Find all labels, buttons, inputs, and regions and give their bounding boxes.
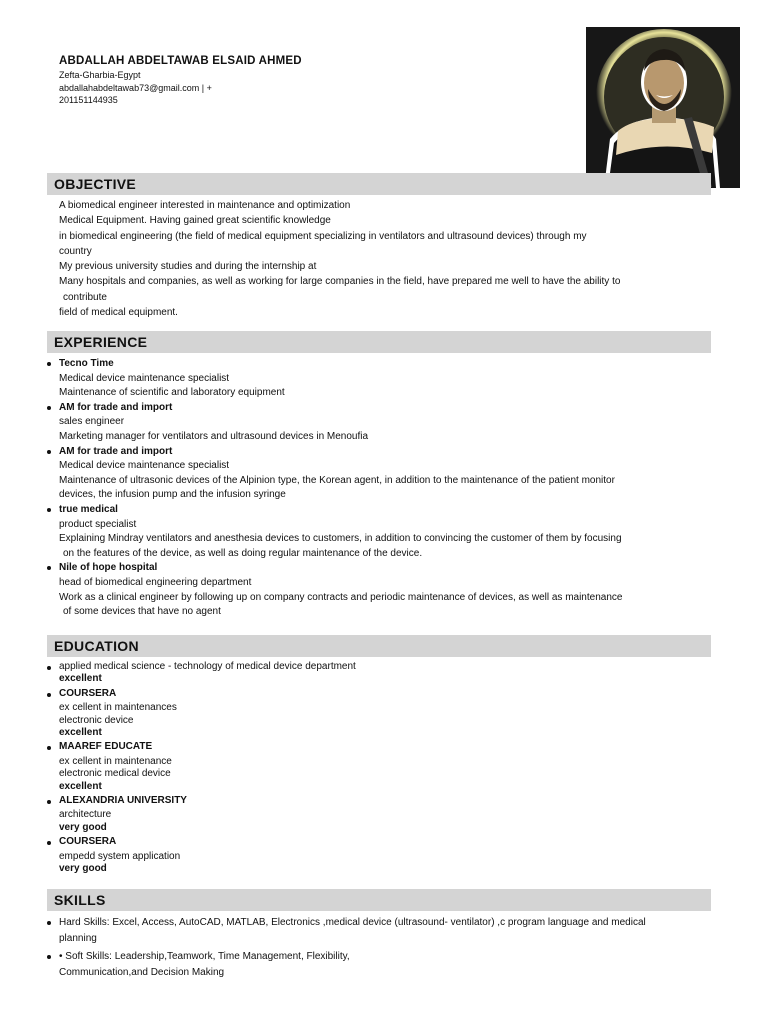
objective-title: OBJECTIVE xyxy=(54,176,137,192)
job-description: Work as a clinical engineer by following up on company contracts and periodic maintenance of devices, as well as maintenance xyxy=(59,591,623,603)
company-name: true medical xyxy=(59,503,118,515)
experience-title: EXPERIENCE xyxy=(54,334,148,350)
bullet-icon xyxy=(47,841,51,845)
objective-line: field of medical equipment. xyxy=(59,307,178,319)
company-name: AM for trade and import xyxy=(59,401,173,413)
experience-item xyxy=(47,401,707,445)
grade-text: very good xyxy=(59,821,107,833)
skill-line: planning xyxy=(59,933,97,944)
bullet-icon xyxy=(47,566,51,570)
company-name: AM for trade and import xyxy=(59,445,173,457)
bullet-icon xyxy=(47,362,51,366)
profile-photo xyxy=(586,27,740,188)
objective-line: Medical Equipment. Having gained great scientific knowledge xyxy=(59,215,331,227)
job-description: devices, the infusion pump and the infusion syringe xyxy=(59,489,286,501)
objective-line: country xyxy=(59,245,92,257)
education-section-header xyxy=(47,635,711,657)
education-item xyxy=(47,836,707,875)
skill-item xyxy=(47,915,707,947)
education-detail: empedd system application xyxy=(59,850,181,862)
experience-section-header xyxy=(47,331,711,353)
bullet-icon xyxy=(47,406,51,410)
email-text: abdallahabdeltawab73@gmail.com | + xyxy=(59,82,212,93)
skill-line: Hard Skills: Excel, Access, AutoCAD, MATLAB, Electronics ,medical device (ultrasound- ventilator) ,c program language and medical xyxy=(59,917,646,928)
job-description: Maintenance of ultrasonic devices of the Alpinion type, the Korean agent, in addition to the maintenance of the patient monitor xyxy=(59,474,615,486)
school-name: ALEXANDRIA UNIVERSITY xyxy=(59,795,187,807)
education-item xyxy=(47,795,707,834)
job-description: on the features of the device, as well as doing regular maintenance of the device. xyxy=(63,547,423,559)
objective-line: contribute xyxy=(63,291,107,303)
job-description: Maintenance of scientific and laboratory equipment xyxy=(59,387,285,399)
skill-line: • Soft Skills: Leadership,Teamwork, Time Management, Flexibility, xyxy=(59,951,350,962)
education-item xyxy=(47,741,707,793)
education-detail: architecture xyxy=(59,809,112,821)
job-role: sales engineer xyxy=(59,416,125,428)
bullet-icon xyxy=(47,921,51,925)
company-name: Nile of hope hospital xyxy=(59,562,158,574)
skills-section-header xyxy=(47,889,711,911)
skill-line: Communication,and Decision Making xyxy=(59,967,225,978)
objective-section-header xyxy=(47,173,711,195)
bullet-icon xyxy=(47,508,51,512)
bullet-icon xyxy=(47,693,51,697)
school-name: COURSERA xyxy=(59,836,117,848)
objective-line: A biomedical engineer interested in maintenance and optimization xyxy=(59,200,351,211)
location-text: Zefta-Gharbia-Egypt xyxy=(59,70,141,80)
grade-text: excellent xyxy=(59,780,102,792)
education-detail: electronic medical device xyxy=(59,768,171,780)
skills-title: SKILLS xyxy=(54,892,106,908)
phone-text: 201151144935 xyxy=(59,95,118,105)
contact-block xyxy=(59,69,212,107)
grade-text: excellent xyxy=(59,673,102,685)
company-name: Tecno Time xyxy=(59,358,114,369)
grade-text: very good xyxy=(59,863,107,875)
objective-line: Many hospitals and companies, as well as working for large companies in the field, have prepared me well to have the ability to xyxy=(59,276,621,288)
bullet-icon xyxy=(47,955,51,959)
experience-item xyxy=(47,561,707,619)
objective-paragraph xyxy=(59,198,699,320)
experience-item xyxy=(47,503,707,561)
education-title: EDUCATION xyxy=(54,638,139,654)
experience-item xyxy=(47,445,707,503)
objective-line: in biomedical engineering (the field of medical equipment specializing in ventilators and ultrasound devices) through my xyxy=(59,230,587,242)
education-item xyxy=(47,661,707,686)
job-role: Medical device maintenance specialist xyxy=(59,460,230,472)
education-item xyxy=(47,688,707,740)
experience-list xyxy=(47,357,707,620)
job-description: Explaining Mindray ventilators and anesthesia devices to customers, in addition to convincing the customer of them by focusing xyxy=(59,533,622,545)
bullet-icon xyxy=(47,800,51,804)
bullet-icon xyxy=(47,666,51,670)
job-description: of some devices that have no agent xyxy=(63,606,221,618)
bullet-icon xyxy=(47,450,51,454)
portrait-illustration xyxy=(586,27,740,188)
experience-item xyxy=(47,357,707,401)
school-name: COURSERA xyxy=(59,687,117,699)
objective-line: My previous university studies and during the internship at xyxy=(59,261,317,273)
school-name: applied medical science - technology of medical device department xyxy=(59,661,356,672)
skill-item xyxy=(47,949,707,981)
education-detail: ex cellent in maintenances xyxy=(59,702,177,714)
job-role: head of biomedical engineering department xyxy=(59,576,252,588)
education-detail: ex cellent in maintenance xyxy=(59,755,172,767)
education-detail: electronic device xyxy=(59,714,134,726)
bullet-icon xyxy=(47,746,51,750)
job-description: Marketing manager for ventilators and ultrasound devices in Menoufia xyxy=(59,430,369,442)
candidate-name: ABDALLAH ABDELTAWAB ELSAID AHMED xyxy=(59,55,302,67)
job-role: Medical device maintenance specialist xyxy=(59,372,230,384)
grade-text: excellent xyxy=(59,727,102,739)
school-name: MAAREF EDUCATE xyxy=(59,741,153,753)
skills-list xyxy=(47,915,707,981)
education-list xyxy=(47,661,707,876)
job-role: product specialist xyxy=(59,518,137,530)
